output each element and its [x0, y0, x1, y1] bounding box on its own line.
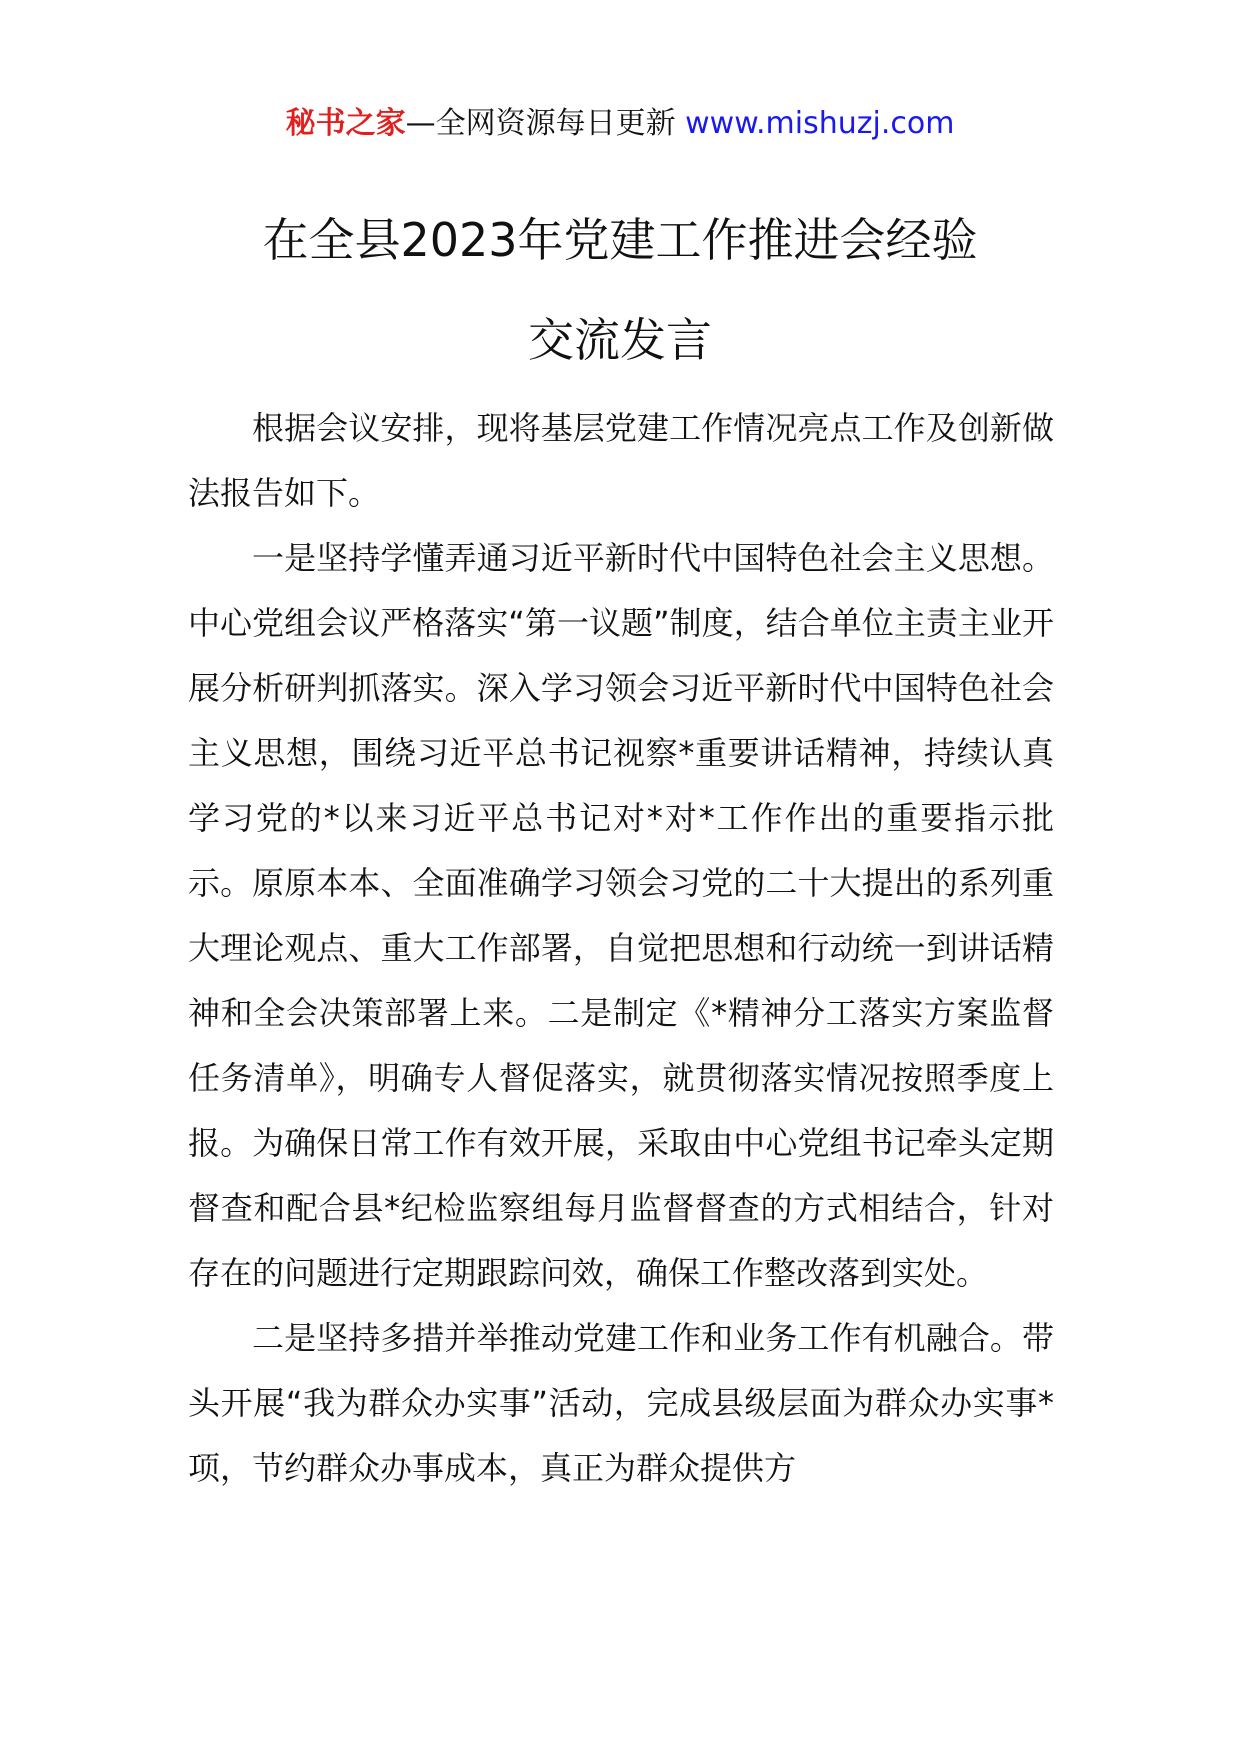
document-body	[188, 396, 1054, 1501]
paragraph-intro: 根据会议安排，现将基层党建工作情况亮点工作及创新做法报告如下。	[188, 409, 1054, 512]
paragraph-one: 一是坚持学懂弄通习近平新时代中国特色社会主义思想。中心党组会议严格落实“第一议题”制度，结合单位主责主业开展分析研判抓落实。深入学习领会习近平新时代中国特色社会主义思想，围绕习近平总书记视察*重要讲话精神，持续认真学习党的*以来习近平总书记对*对*工作作出的重要指示批示。原原本本、全面准确学习领会习党的二十大提出的系列重大理论观点、重大工作部署，自觉把思想和行动统一到讲话精神和全会决策部署上来。二是制定《*精神分工落实方案监督任务清单》，明确专人督促落实，就贯彻落实情况按照季度上报。为确保日常工作有效开展，采取由中心党组书记牵头定期督查和配合县*纪检监察组每月监督督查的方式相结合，针对存在的问题进行定期跟踪问效，确保工作整改落到实处。	[188, 539, 1054, 1292]
title-line-2: 交流发言	[528, 313, 712, 367]
brand-name: 秘书之家	[285, 106, 406, 141]
paragraph-two: 二是坚持多措并举推动党建工作和业务工作有机融合。带头开展“我为群众办实事”活动，完成县级层面为群众办实事*项，节约群众办事成本，真正为群众提供方	[188, 1319, 1054, 1487]
document-title	[0, 190, 1240, 390]
header-slogan: —全网资源每日更新	[405, 106, 686, 141]
site-header	[0, 100, 1240, 148]
site-url-link[interactable]: www.mishuzj.com	[685, 106, 955, 141]
title-line-1: 在全县2023年党建工作推进会经验	[262, 213, 978, 267]
